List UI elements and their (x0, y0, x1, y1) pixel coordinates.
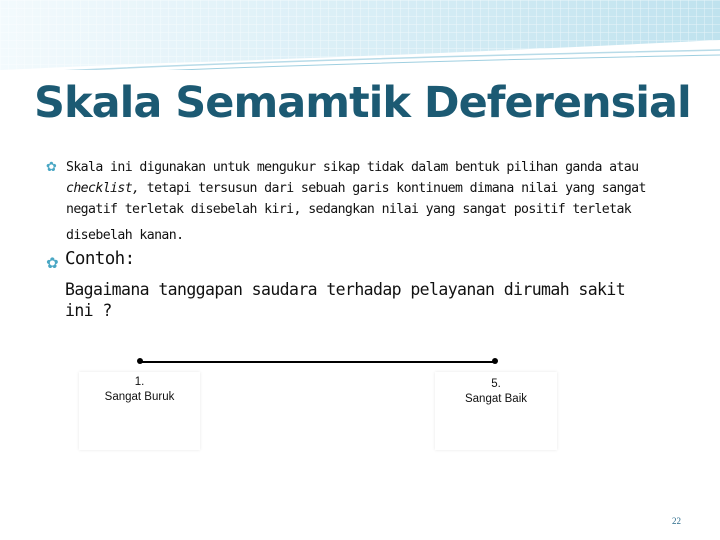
bullet1-line3: negatif terletak disebelah kiri, sedangkan nilai yang sangat positif terletak (66, 202, 632, 217)
scale-right-label (435, 377, 557, 407)
scale-left-text: Sangat Buruk (104, 391, 175, 403)
scale-right-label-box (435, 372, 557, 450)
bullet1-line1: Skala ini digunakan untuk mengukur sikap tidak dalam bentuk pilihan ganda atau (66, 160, 639, 175)
question-line1: Bagaimana tanggapan saudara terhadap pelayanan dirumah sakit (65, 280, 626, 299)
scale-left-label-box (79, 372, 200, 450)
example-label: Contoh: (65, 249, 135, 269)
header-decoration (0, 0, 720, 70)
scale-line (141, 361, 495, 363)
bullet-mark-icon: ✿ (46, 254, 59, 272)
slide-title: Skala Semamtik Deferensial (34, 78, 691, 128)
scale-right-text: Sangat Baik (464, 393, 527, 405)
scale-left-number: 1. (134, 376, 145, 388)
scale-right-number: 5. (491, 378, 501, 390)
bullet1-line2: tetapi tersusun dari sebuah garis kontinuem dimana nilai yang sangat (139, 181, 646, 196)
question-line2: ini ? (65, 301, 112, 320)
scale-right-endpoint (492, 358, 498, 364)
page-number: 22 (672, 516, 681, 526)
bullet1-line4: disebelah kanan. (66, 228, 184, 243)
bullet-paragraph (66, 157, 666, 246)
example-question (65, 279, 675, 321)
scale-left-endpoint (137, 358, 143, 364)
scale-left-label (79, 375, 200, 405)
bullet-mark-icon: ✿ (46, 160, 57, 175)
bullet1-italic-word: checklist, (66, 181, 140, 196)
